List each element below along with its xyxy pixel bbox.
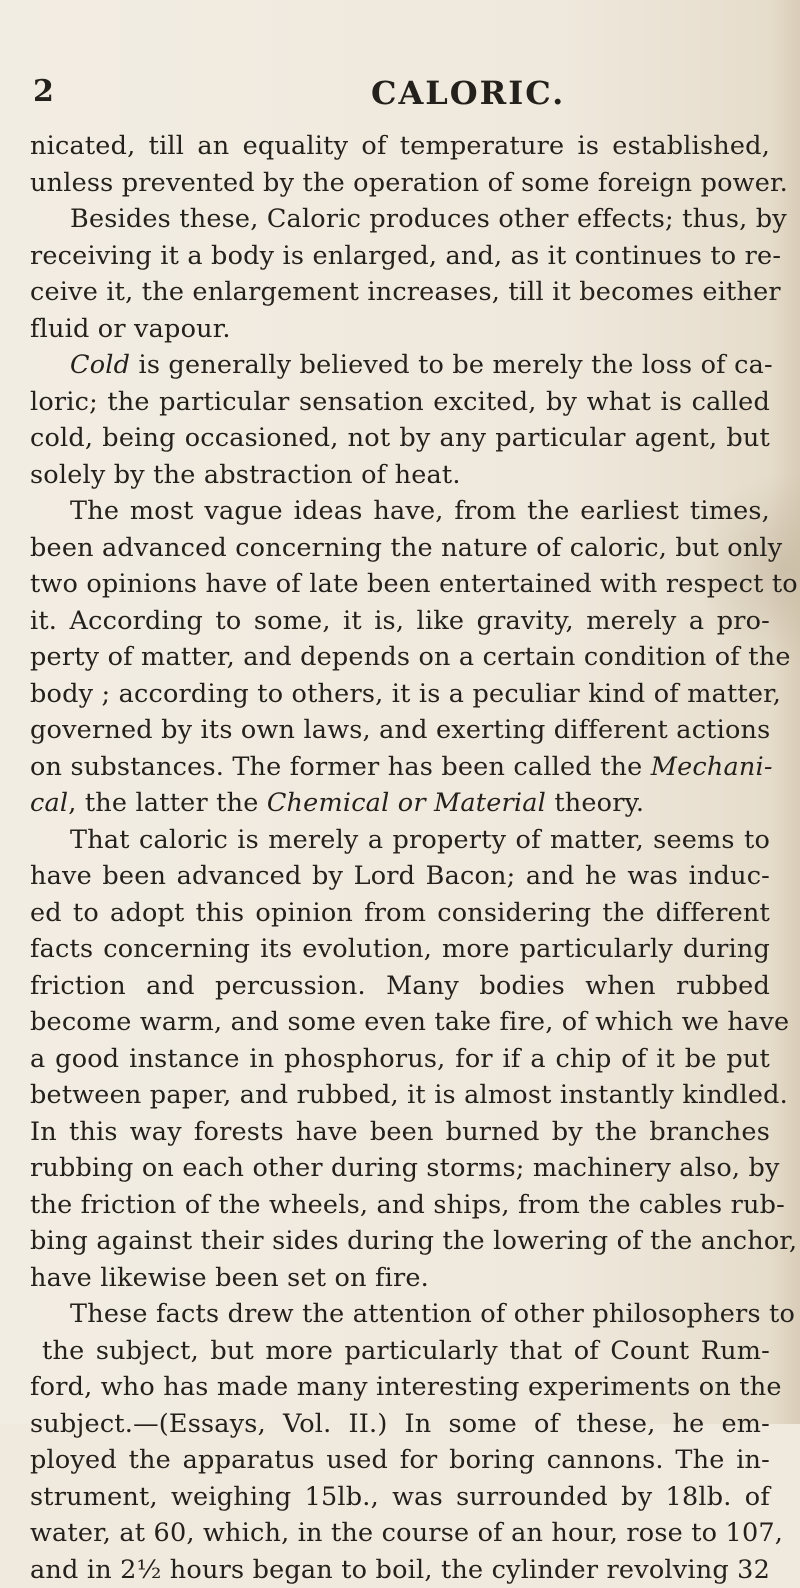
text-line: ployed the apparatus used for boring cannons. The in-: [30, 1442, 770, 1479]
text-line: a good instance in phosphorus, for if a chip of it be put: [30, 1041, 770, 1078]
text-line: rubbing on each other during storms; machinery also, by: [30, 1150, 770, 1187]
text-line: In this way forests have been burned by the branches: [30, 1114, 770, 1151]
text-line: have likewise been set on fire.: [30, 1260, 770, 1297]
text-line: receiving it a body is enlarged, and, as it continues to re-: [30, 238, 770, 275]
page-header: [33, 74, 753, 114]
text-line: [30, 749, 770, 786]
text-line: subject.—(Essays, Vol. II.) In some of these, he em-: [30, 1406, 770, 1443]
text-line: solely by the abstraction of heat.: [30, 457, 770, 494]
italic-word: Mechani-: [651, 752, 773, 782]
text-line: and in 2½ hours began to boil, the cylinder revolving 32: [30, 1552, 770, 1588]
text-line: between paper, and rubbed, it is almost instantly kindled.: [30, 1077, 770, 1114]
text-line: ceive it, the enlargement increases, till it becomes either: [30, 274, 770, 311]
text-span: theory.: [554, 788, 644, 818]
text-span: is generally believed to be merely the loss of ca-: [138, 350, 772, 380]
italic-word: cal: [30, 788, 68, 818]
text-span: on substances. The former has been called the: [30, 752, 642, 782]
text-line: the friction of the wheels, and ships, from the cables rub-: [30, 1187, 770, 1224]
running-head: CALORIC.: [371, 74, 565, 112]
text-line: loric; the particular sensation excited, by what is called: [30, 384, 770, 421]
italic-word: Cold: [70, 350, 130, 380]
page-number: 2: [33, 74, 54, 109]
body-text: [30, 128, 770, 1588]
text-line: body ; according to others, it is a peculiar kind of matter,: [30, 676, 770, 713]
text-line: governed by its own laws, and exerting different actions: [30, 712, 770, 749]
text-line: strument, weighing 15lb., was surrounded by 18lb. of: [30, 1479, 770, 1516]
italic-word: Chemical: [267, 788, 390, 818]
text-line: ed to adopt this opinion from considering the different: [30, 895, 770, 932]
text-line: been advanced concerning the nature of caloric, but only: [30, 530, 770, 567]
text-line: friction and percussion. Many bodies when rubbed: [30, 968, 770, 1005]
text-line: two opinions have of late been entertained with respect to: [30, 566, 770, 603]
italic-word: or: [398, 788, 426, 818]
text-line: [30, 347, 770, 384]
text-line: perty of matter, and depends on a certain condition of the: [30, 639, 770, 676]
text-line: The most vague ideas have, from the earliest times,: [30, 493, 770, 530]
text-line: cold, being occasioned, not by any particular agent, but: [30, 420, 770, 457]
text-line: [30, 785, 770, 822]
text-line: That caloric is merely a property of matter, seems to: [30, 822, 770, 859]
text-line: fluid or vapour.: [30, 311, 770, 348]
text-line: become warm, and some even take fire, of which we have: [30, 1004, 770, 1041]
text-line: ford, who has made many interesting experiments on the: [30, 1369, 770, 1406]
italic-word: Material: [434, 788, 546, 818]
text-line: facts concerning its evolution, more particularly during: [30, 931, 770, 968]
text-line: the subject, but more particularly that of Count Rum-: [30, 1333, 770, 1370]
text-line: These facts drew the attention of other philosophers to: [30, 1296, 770, 1333]
text-line: it. According to some, it is, like gravity, merely a pro-: [30, 603, 770, 640]
text-line: bing against their sides during the lowering of the anchor,: [30, 1223, 770, 1260]
text-line: nicated, till an equality of temperature is established,: [30, 128, 770, 165]
text-line: water, at 60, which, in the course of an hour, rose to 107,: [30, 1515, 770, 1552]
text-span: , the latter the: [68, 788, 258, 818]
text-line: have been advanced by Lord Bacon; and he was induc-: [30, 858, 770, 895]
text-line: unless prevented by the operation of some foreign power.: [30, 165, 770, 202]
text-line: Besides these, Caloric produces other effects; thus, by: [30, 201, 770, 238]
